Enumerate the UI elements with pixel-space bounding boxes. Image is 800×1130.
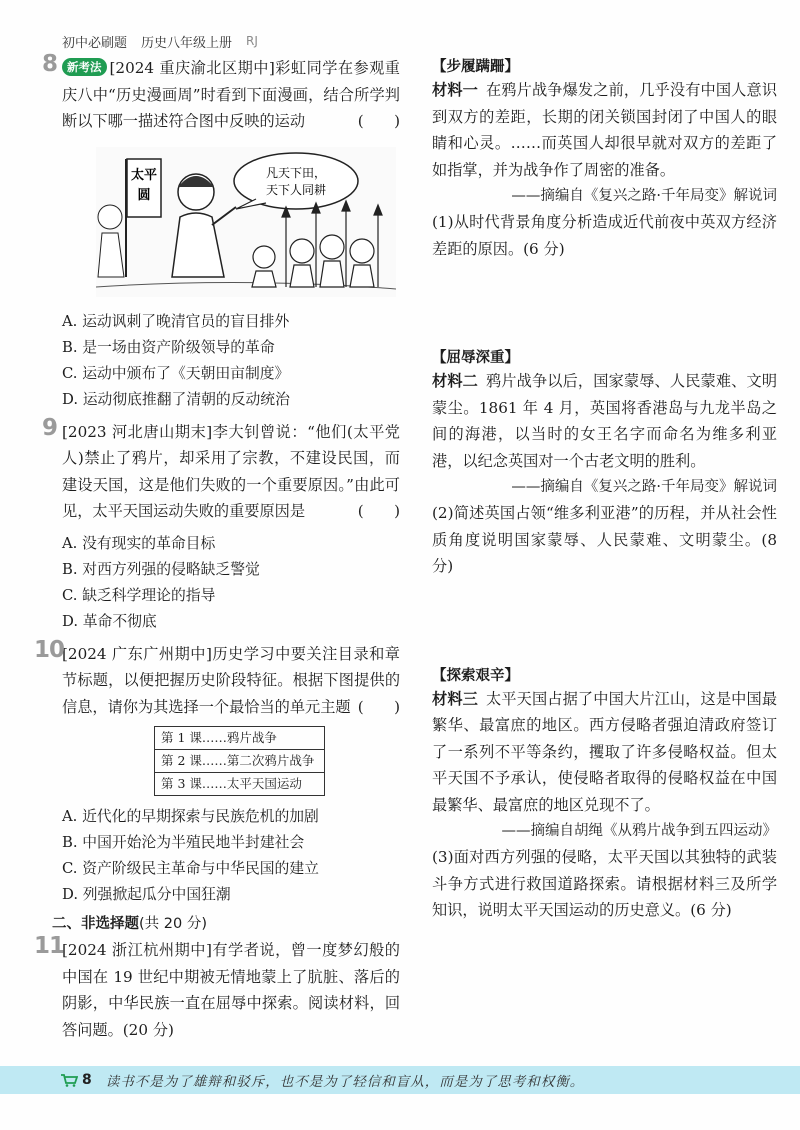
option-d[interactable]: D. 列强掀起瓜分中国狂潮 (62, 886, 231, 903)
page-number: 8 (82, 1072, 92, 1088)
toc-row: 第 2 课……第二次鸦片战争 (155, 750, 325, 773)
material-source: ——摘编自《复兴之路·千年局变》解说词 (511, 188, 777, 204)
question-9 (42, 414, 400, 525)
question-number: 9 (42, 414, 58, 441)
section-3 (432, 664, 777, 924)
bubble-line-2: 天下人同耕 (265, 182, 327, 197)
toc-row: 第 3 课……太平天国运动 (155, 773, 325, 796)
taiping-cartoon (96, 147, 396, 297)
material-3 (432, 686, 777, 819)
question-11 (34, 933, 400, 1043)
toc-table (154, 726, 325, 796)
answer-paren: ( ) (357, 502, 400, 520)
material-2 (432, 368, 777, 474)
answer-paren: ( ) (357, 112, 400, 130)
toc-row: 第 1 课……鸦片战争 (155, 727, 325, 750)
question-number: 10 (34, 636, 65, 663)
material-source: ——摘编自《复兴之路·千年局变》解说词 (511, 479, 777, 495)
option-b[interactable]: B. 对西方列强的侵略缺乏警觉 (62, 560, 260, 578)
question-number: 8 (42, 51, 58, 77)
material-text: 鸦片战争以后，国家蒙辱、人民蒙难、文明蒙尘。1861 年 4 月，英国将香港岛与九龙半岛之间的海港，以当时的女王名字而命名为维多利亚港，以纪念英国对一个古老文明的胜利。 (432, 372, 778, 470)
option-a[interactable]: A. 没有现实的革命目标 (62, 534, 216, 552)
option-c[interactable]: C. 资产阶级民主革命与中华民国的建立 (62, 860, 319, 877)
part-two-heading (52, 912, 400, 933)
sub-question-3: (3)面对西方列强的侵略，太平天国以其独特的武装斗争方式进行救国道路探索。请根据材料三及所学知识，说明太平天国运动的历史意义。(6 分) (432, 848, 777, 919)
material-label: 材料一 (432, 81, 478, 99)
edition-label: RJ (246, 34, 258, 48)
option-a[interactable]: A. 近代化的早期探索与民族危机的加剧 (62, 808, 319, 825)
section-title: 【探索艰辛】 (432, 667, 519, 684)
bubble-line-1: 凡天下田， (265, 165, 327, 180)
material-label: 材料三 (432, 689, 478, 708)
section-title: 【步履蹒跚】 (432, 59, 519, 75)
option-b[interactable]: B. 是一场由资产阶级领导的革命 (62, 338, 275, 356)
right-column (432, 55, 777, 924)
option-c[interactable]: C. 运动中颁布了《天朝田亩制度》 (62, 364, 290, 382)
footer-motto: 读书不是为了雄辩和驳斥，也不是为了轻信和盲从，而是为了思考和权衡。 (105, 1074, 585, 1090)
answer-paren: ( ) (357, 697, 400, 716)
material-source: ——摘编自胡绳《从鸦片战争到五四运动》 (501, 823, 777, 839)
cart-icon (60, 1073, 78, 1087)
part-two-score: (共 20 分) (139, 916, 207, 932)
question-8 (42, 51, 400, 135)
question-stem: [2024 广东广州期中]历史学习中要关注目录和章节标题，以便把握历史阶段特征。根据下图提供的信息，请你为其选择一个最恰当的单元主题 (62, 644, 400, 716)
question-10 (34, 636, 400, 721)
material-text: 太平天国占据了中国大片江山，这是中国最繁华、最富庶的地区。西方侵略者强迫清政府签订了一系列不平等条约，攫取了许多侵略权益。但太平天国不予承认，使侵略者取得的侵略权益在中国最繁华、最富庶的地区兑现不了。 (432, 689, 778, 814)
section-title: 【屈辱深重】 (432, 350, 519, 366)
left-column (34, 51, 400, 1049)
option-d[interactable]: D. 运动彻底推翻了清朝的反动统治 (62, 390, 290, 408)
q9-options (62, 531, 400, 635)
sub-question-2: (2)简述英国占领“维多利亚港”的历程，并从社会性质角度说明国家蒙辱、人民蒙难、文明蒙尘。(8 分) (432, 504, 777, 575)
question-number: 11 (34, 933, 65, 959)
part-two-title: 二、非选择题 (52, 916, 139, 932)
question-stem: [2024 浙江杭州期中]有学者说，曾一度梦幻般的中国在 19 世纪中期被无情地蒙上了肮脏、落后的阴影，中华民族一直在屈辱中探索。阅读材料，回答问题。(20 分) (62, 941, 400, 1039)
option-b[interactable]: B. 中国开始沦为半殖民地半封建社会 (62, 834, 305, 851)
q8-options (62, 309, 400, 413)
sub-question-1: (1)从时代背景角度分析造成近代前夜中英双方经济差距的原因。(6 分) (432, 213, 777, 258)
question-stem: [2024 重庆渝北区期中]彩虹同学在参观重庆八中“历史漫画周”时看到下面漫画，结合所学判断以下哪一描述符合图中反映的运动 (62, 59, 400, 130)
subject-title: 历史八年级上册 (141, 35, 233, 51)
page-footer (0, 1066, 800, 1094)
svg-text:圆: 圆 (137, 187, 151, 203)
material-text: 在鸦片战争爆发之前，几乎没有中国人意识到双方的差距，长期的闭关锁国封闭了中国人的眼睛和心灵。……而英国人却很早就对双方的差距了如指掌，并为战争作了周密的准备。 (432, 81, 778, 179)
option-a[interactable]: A. 运动讽刺了晚清官员的盲目排外 (62, 312, 290, 330)
page-header (62, 30, 258, 52)
option-c[interactable]: C. 缺乏科学理论的指导 (62, 586, 216, 604)
new-method-badge: 新考法 (62, 58, 107, 76)
section-1 (432, 55, 777, 262)
question-stem: [2023 河北唐山期末]李大钊曾说：“他们(太平党人)禁止了鸦片，却采用了宗教，不建设民国，而建设天国，这是他们失败的一个重要原因。”由此可见，太平天国运动失败的重要原因是 (62, 422, 400, 520)
material-label: 材料二 (432, 372, 478, 390)
option-d[interactable]: D. 革命不彻底 (62, 612, 157, 630)
q10-options (62, 804, 400, 908)
flag-text: 太平 (130, 167, 158, 183)
book-title: 初中必刷题 (62, 35, 128, 51)
section-2 (432, 346, 777, 580)
material-1 (432, 77, 777, 183)
